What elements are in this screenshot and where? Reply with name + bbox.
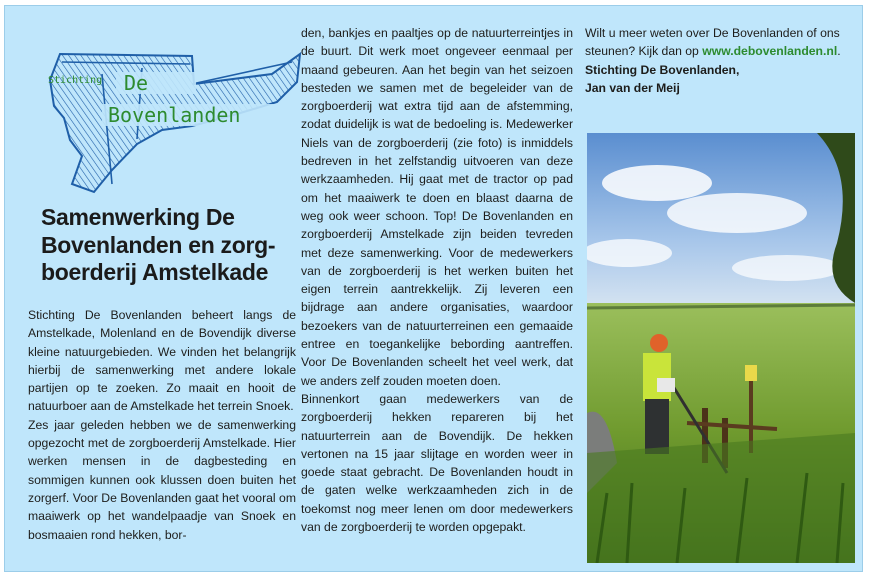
logo-bovenlanden: Bovenlanden [108,103,241,127]
contact-paragraph [585,24,853,61]
column-1-body [28,306,296,544]
logo-de: De [124,71,149,95]
article-panel [4,5,863,572]
photo-illustration [587,133,855,563]
signature [585,61,853,98]
website-link[interactable]: www.debovenlanden.nl [702,44,838,59]
contact-punctuation: . [837,44,841,59]
contact-text: Wilt u meer weten over De Bovenlanden of ons steunen? Kijk dan op [585,26,840,59]
paragraph: Binnenkort gaan medewerkers van de zorgboerderij hekken repareren bij het natuurterrein aan de Bovendijk. De hekken vertonen na 15 jaar slijtage en worden weer in goede staat gebracht. De Bovenlanden houdt in de gaten welke werkzaamheden zich in de toekomst nog meer lenen om door medewerkers van de zorgboerderij te worden opgepakt. [301,391,573,535]
column-2 [301,24,573,536]
paragraph: Stichting De Bovenlanden beheert langs de Amstelkade, Molenland en de Bovendijk diverse kleine natuurgebieden. We vinden het belangrijk hierbij de samenwerking met andere lokale partijen op te zoeken. Zo maait en hooit de natuurboer aan de Amstelkade het terrein Snoek. [28,308,296,414]
paragraph: den, bankjes en paaltjes op de natuurterreintjes in de buurt. Dit werk moet ongeveer eenmaal per maand gebeuren. Aan het begin van het seizoen besteden we samen met de begeleider van de zorgboerderij wat extra tijd aan de afstemming, zodat duidelijk is wat de bedoeling is. Medewerker Niels van de zorgboerderij (zie foto) is inmiddels bedreven in het zelfstandig uitvoeren van deze werkzaamheden. Hij gaat met de tractor op pad om het maaiwerk te doen en blaast daarna de weg ook weer schoon. Top! De Bovenlanden en zorgboerderij Amstelkade zijn beiden tevreden met deze samenwerking. Voor de medewerkers van de zorgboerderij is het werken buiten het eigen terrein aantrekkelijk. Zij leveren een bijdrage aan andere organisaties, waardoor bezoekers van de natuurterreinen een gemaaide entree en toegankelijke bebording aantreffen. Voor De Bovenlanden scheelt het veel werk, dat we anders zelf zouden moeten doen. [301,26,573,388]
column-3 [585,24,853,97]
logo-stichting: Stichting [48,75,103,86]
signature-name: Jan van der Meij [585,80,680,95]
column-1 [19,6,296,573]
signature-organisation: Stichting De Bovenlanden, [585,62,740,77]
paragraph: Zes jaar geleden hebben we de samenwerking opgezocht met de zorgboerderij Amstelkade. Hier werken mensen in de dagbesteding en sommigen kunnen ook klussen doen buiten het zorgerf. Voor De Bovenlanden gaat het vooral om maaiwerk op het wandelpaadje van Snoek en bosmaaien rond hekken, bor- [28,417,296,542]
article-headline: Samenwerking De Bovenlanden en zorg-boerderij Amstelkade [41,204,276,285]
photo-worker-mowing-icon [587,133,855,563]
bovenlanden-logo [42,44,302,194]
